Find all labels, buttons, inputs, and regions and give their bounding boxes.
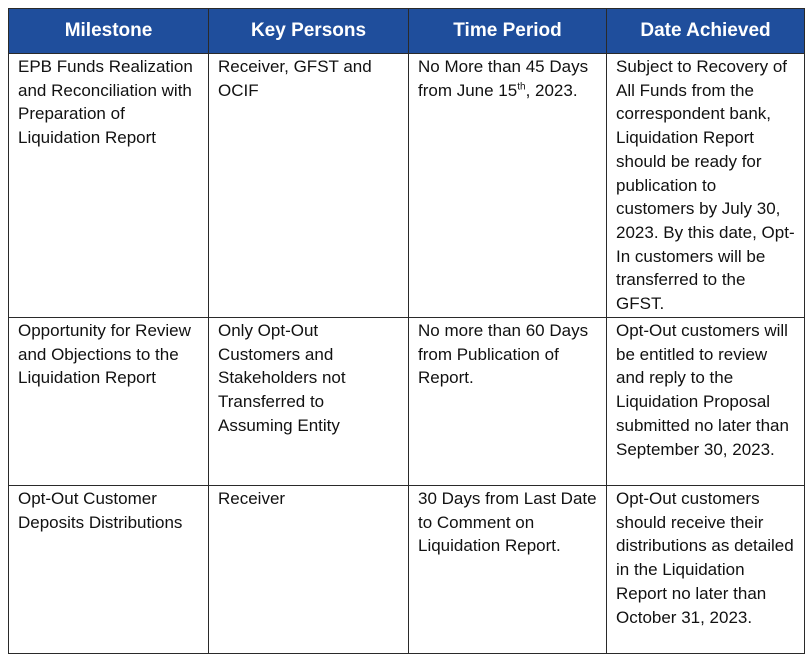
table-row <box>9 486 805 654</box>
cell-date-achieved: Subject to Recovery of All Funds from the correspondent bank, Liquidation Report should be ready for publication to customers by July 30, 2023. By this date, Opt-In customers will be transferred to the GFST. <box>607 54 805 318</box>
cell-time-period: 30 Days from Last Date to Comment on Liquidation Report. <box>409 486 607 654</box>
table-row <box>9 54 805 318</box>
header-date-achieved: Date Achieved <box>607 9 805 54</box>
time-period-text: No More than 45 Days from June 15 <box>418 57 589 100</box>
cell-date-achieved: Opt-Out customers should receive their distributions as detailed in the Liquidation Report no later than October 31, 2023. <box>607 486 805 654</box>
cell-milestone: EPB Funds Realization and Reconciliation with Preparation of Liquidation Report <box>9 54 209 318</box>
cell-milestone: Opportunity for Review and Objections to the Liquidation Report <box>9 318 209 486</box>
milestone-table <box>8 8 805 654</box>
table-row <box>9 318 805 486</box>
cell-key-persons: Receiver, GFST and OCIF <box>209 54 409 318</box>
ordinal-suffix: th <box>517 81 526 93</box>
cell-time-period <box>409 54 607 318</box>
cell-date-achieved: Opt-Out customers will be entitled to review and reply to the Liquidation Proposal submitted no later than September 30, 2023. <box>607 318 805 486</box>
header-row <box>9 9 805 54</box>
header-key-persons: Key Persons <box>209 9 409 54</box>
cell-key-persons: Only Opt-Out Customers and Stakeholders not Transferred to Assuming Entity <box>209 318 409 486</box>
cell-key-persons: Receiver <box>209 486 409 654</box>
cell-time-period: No more than 60 Days from Publication of Report. <box>409 318 607 486</box>
header-milestone: Milestone <box>9 9 209 54</box>
cell-milestone: Opt-Out Customer Deposits Distributions <box>9 486 209 654</box>
header-time-period: Time Period <box>409 9 607 54</box>
time-period-year: , 2023. <box>525 80 578 100</box>
